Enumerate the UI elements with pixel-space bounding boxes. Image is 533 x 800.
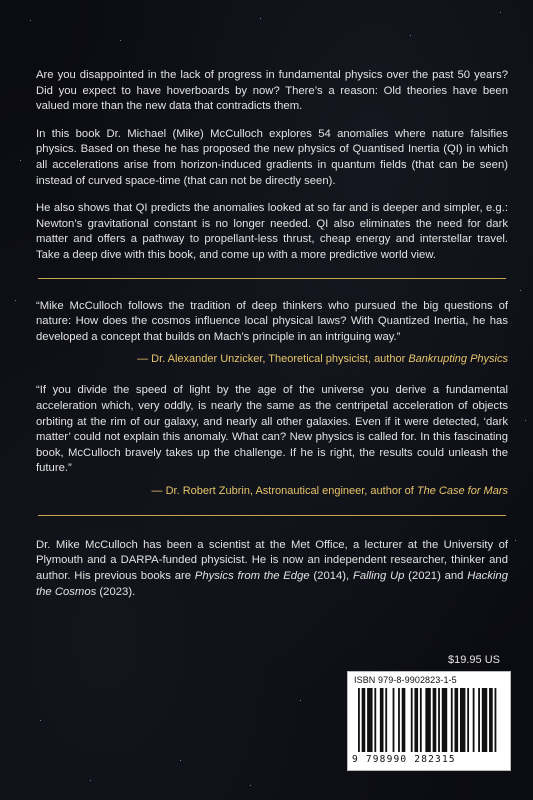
book-physics-from-the-edge: Physics from the Edge (194, 570, 310, 583)
barcode-bars (358, 688, 500, 752)
barcode-bar (473, 688, 475, 752)
price-label: $19.95 US (448, 654, 500, 666)
barcode-bar (411, 688, 413, 752)
barcode-bar (425, 688, 430, 752)
barcode-bar (414, 688, 418, 752)
barcode-bar (489, 688, 493, 752)
barcode-bar (393, 688, 395, 752)
unzicker-quote: “Mike McCulloch follows the tradition of deep thinkers who pursued the big questions of nature: How does the cosmos influence local physical laws? With Quantized Inertia, he has developed a concept that builds on Mach’s principle in an intriguing way.” (36, 299, 508, 343)
author-bio: Dr. Mike McCulloch has been a scientist at the Met Office, a lecturer at the University of Plymouth and a DARPA-funded physicist. He is now an independent researcher, thinker and author. His previous books are Physics from the Edge (2014), Falling Up (2021) and Hacking the Cosmos (2023). (36, 538, 509, 598)
book-hacking-the-cosmos: Hacking the Cosmos (36, 570, 509, 598)
back-cover-text (36, 68, 508, 600)
barcode-bar (374, 688, 376, 752)
qi-claims-paragraph: He also shows that QI predicts the anomalies looked at so far and is deeper and simpler, e.g.: Newton’s gravitational constant is no longer needed. QI also eliminates the need for dark matter and offers a pathway to propellant-less thrust, cheap energy and interstellar travel. Take a deep dive with this book, and come up with a more predictive world view. (36, 202, 508, 261)
gold-divider-top (38, 278, 506, 279)
barcode-bar (398, 688, 400, 752)
book-falling-up: Falling Up (352, 570, 405, 583)
barcode-bar (454, 688, 458, 752)
barcode-bar (442, 688, 447, 752)
barcode-bar (482, 688, 487, 752)
gold-divider-bottom (38, 515, 506, 516)
barcode-bar (362, 688, 366, 752)
barcode-bar (478, 688, 480, 752)
barcode-bar (451, 688, 453, 752)
barcode-bar (358, 688, 360, 752)
isbn-barcode (347, 671, 511, 771)
barcode-bar (467, 688, 469, 752)
barcode-bar (460, 688, 465, 752)
book-summary-paragraph: In this book Dr. Michael (Mike) McCulloch explores 54 anomalies where nature falsifies physics. Based on these he has proposed the new physics of Quantised Inertia (QI) in which all accelerations arise from horizon-induced gradients in quantum fields (that can be seen) instead of curved space-time (that can not be directly seen). (36, 127, 508, 187)
zubrin-attribution: — Dr. Robert Zubrin, Astronautical engineer, author of The Case for Mars (151, 484, 508, 497)
unzicker-attribution: — Dr. Alexander Unzicker, Theoretical physicist, author Bankrupting Physics (137, 353, 508, 366)
barcode-bar (438, 688, 440, 752)
barcode-bar (402, 688, 406, 752)
isbn-number: ISBN 979-8-9902823-1-5 (354, 675, 457, 685)
intro-paragraph: Are you disappointed in the lack of progress in fundamental physics over the past 50 years? Did you expect to have hoverboards by now? There’s a reason: Old theories have been valued more than the new data that contradicts them. (36, 69, 508, 113)
zubrin-quote: “If you divide the speed of light by the age of the universe you derive a fundamental acceleration which, very oddly, is nearly the same as the centripetal acceleration of objects orbiting at the rim of our galaxy, and nearly all other galaxies. Even if it were detected, ‘dark matter’ could not explain this anomaly. What can? New physics is called for. In this fascinating book, McCulloch bravely takes up the challenge. If he is right, the results could unleash the future.” (36, 384, 508, 475)
barcode-bar (367, 688, 372, 752)
barcode-bar (385, 688, 387, 752)
barcode-bar (433, 688, 437, 752)
unzicker-book-title: Bankrupting Physics (408, 353, 508, 366)
barcode-bar (495, 688, 497, 752)
barcode-digits: 9 798990 282315 (352, 754, 456, 765)
barcode-bar (380, 688, 384, 752)
zubrin-book-title: The Case for Mars (416, 484, 508, 497)
barcode-bar (420, 688, 422, 752)
